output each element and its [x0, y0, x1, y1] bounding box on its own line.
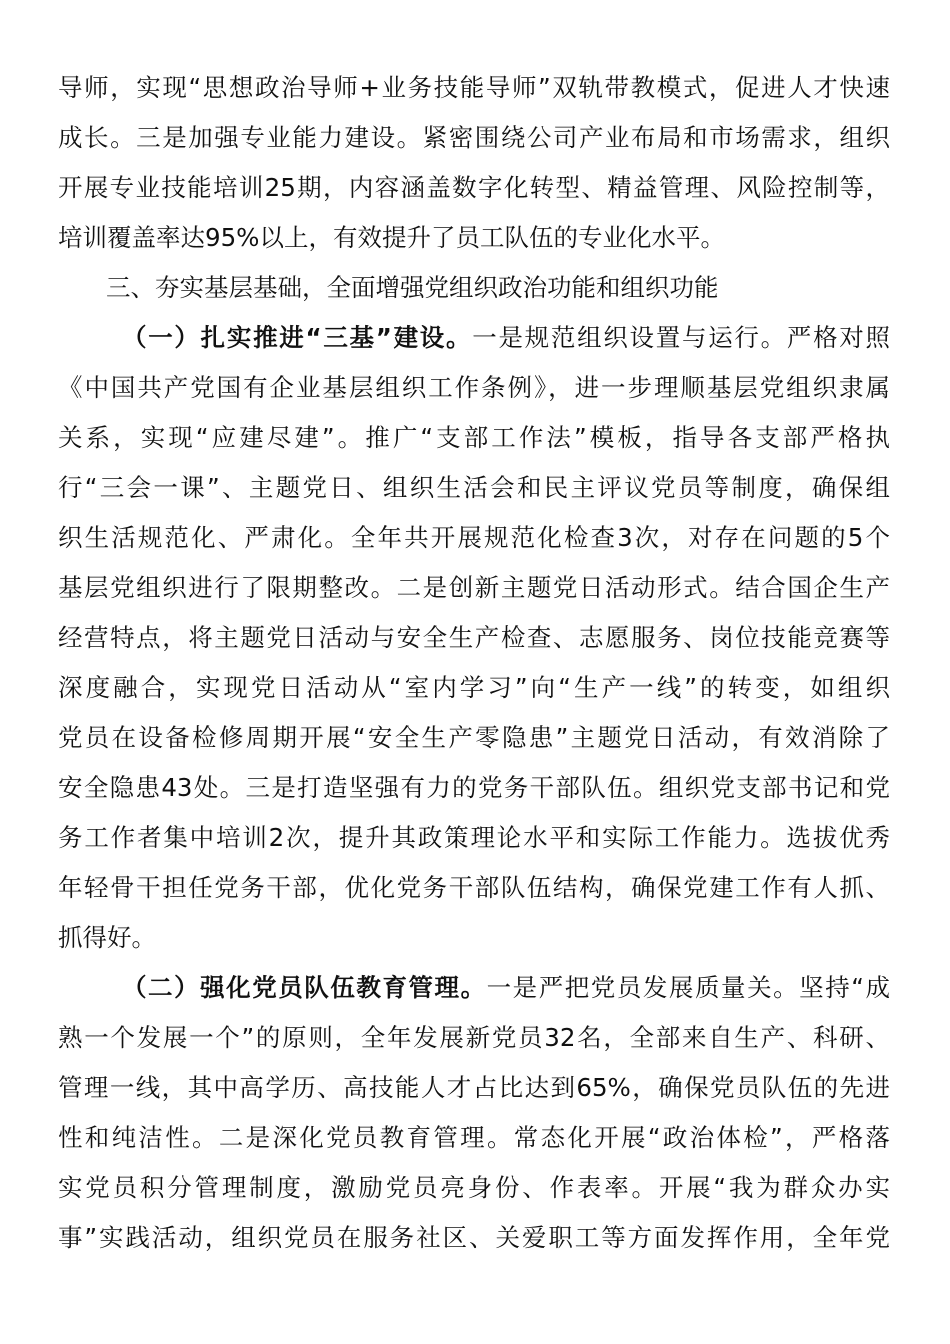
text-line: 管理一线，其中高学历、高技能人才占比达到65%，确保党员队伍的先进	[58, 1073, 890, 1102]
text-line: 行“三会一课”、主题党日、组织生活会和民主评议党员等制度，确保组	[58, 473, 890, 502]
text-line: 事”实践活动，组织党员在服务社区、关爱职工等方面发挥作用，全年党	[58, 1223, 890, 1252]
subsection-2-title: （二）强化党员队伍教育管理。	[122, 973, 487, 1002]
text-line: 开展专业技能培训25期，内容涵盖数字化转型、精益管理、风险控制等，	[58, 173, 890, 202]
text-line: 织生活规范化、严肃化。全年共开展规范化检查3次，对存在问题的5个	[58, 523, 890, 552]
subsection-2-text: 一是严把党员发展质量关。坚持“成	[486, 973, 890, 1002]
text-line: 《中国共产党国有企业基层组织工作条例》，进一步理顺基层党组织隶属	[58, 373, 890, 402]
text-line: 熟一个发展一个”的原则，全年发展新党员32名，全部来自生产、科研、	[58, 1023, 890, 1052]
text-line: 党员在设备检修周期开展“安全生产零隐患”主题党日活动，有效消除了	[58, 723, 890, 752]
text-line: 导师，实现“思想政治导师+业务技能导师”双轨带教模式，促进人才快速	[58, 73, 890, 102]
text-line: 关系，实现“应建尽建”。推广“支部工作法”模板，指导各支部严格执	[58, 423, 890, 452]
document-page	[58, 68, 890, 1268]
subsection-1-text: 一是规范组织设置与运行。严格对照	[472, 323, 891, 352]
text-line: 务工作者集中培训2次，提升其政策理论水平和实际工作能力。选拔优秀	[58, 823, 890, 852]
text-line: 年轻骨干担任党务干部，优化党务干部队伍结构，确保党建工作有人抓、	[58, 873, 890, 902]
text-line: 安全隐患43处。三是打造坚强有力的党务干部队伍。组织党支部书记和党	[58, 773, 890, 802]
text-line: 性和纯洁性。二是深化党员教育管理。常态化开展“政治体检”，严格落	[58, 1123, 890, 1152]
text-line: 基层党组织进行了限期整改。二是创新主题党日活动形式。结合国企生产	[58, 573, 890, 602]
text-line: 成长。三是加强专业能力建设。紧密围绕公司产业布局和市场需求，组织	[58, 123, 890, 152]
subsection-2-first-line	[58, 968, 890, 1018]
subsection-1-title: （一）扎实推进“三基”建设。	[122, 323, 473, 352]
text-line: 经营特点，将主题党日活动与安全生产检查、志愿服务、岗位技能竞赛等	[58, 623, 890, 652]
text-line: 抓得好。	[58, 923, 156, 952]
section-heading: 三、夯实基层基础，全面增强党组织政治功能和组织功能	[106, 273, 719, 302]
text-line: 深度融合，实现党日活动从“室内学习”向“生产一线”的转变，如组织	[58, 673, 890, 702]
text-line: 培训覆盖率达95%以上，有效提升了员工队伍的专业化水平。	[58, 223, 725, 252]
text-line: 实党员积分管理制度，激励党员亮身份、作表率。开展“我为群众办实	[58, 1173, 890, 1202]
subsection-1-first-line	[58, 318, 890, 368]
